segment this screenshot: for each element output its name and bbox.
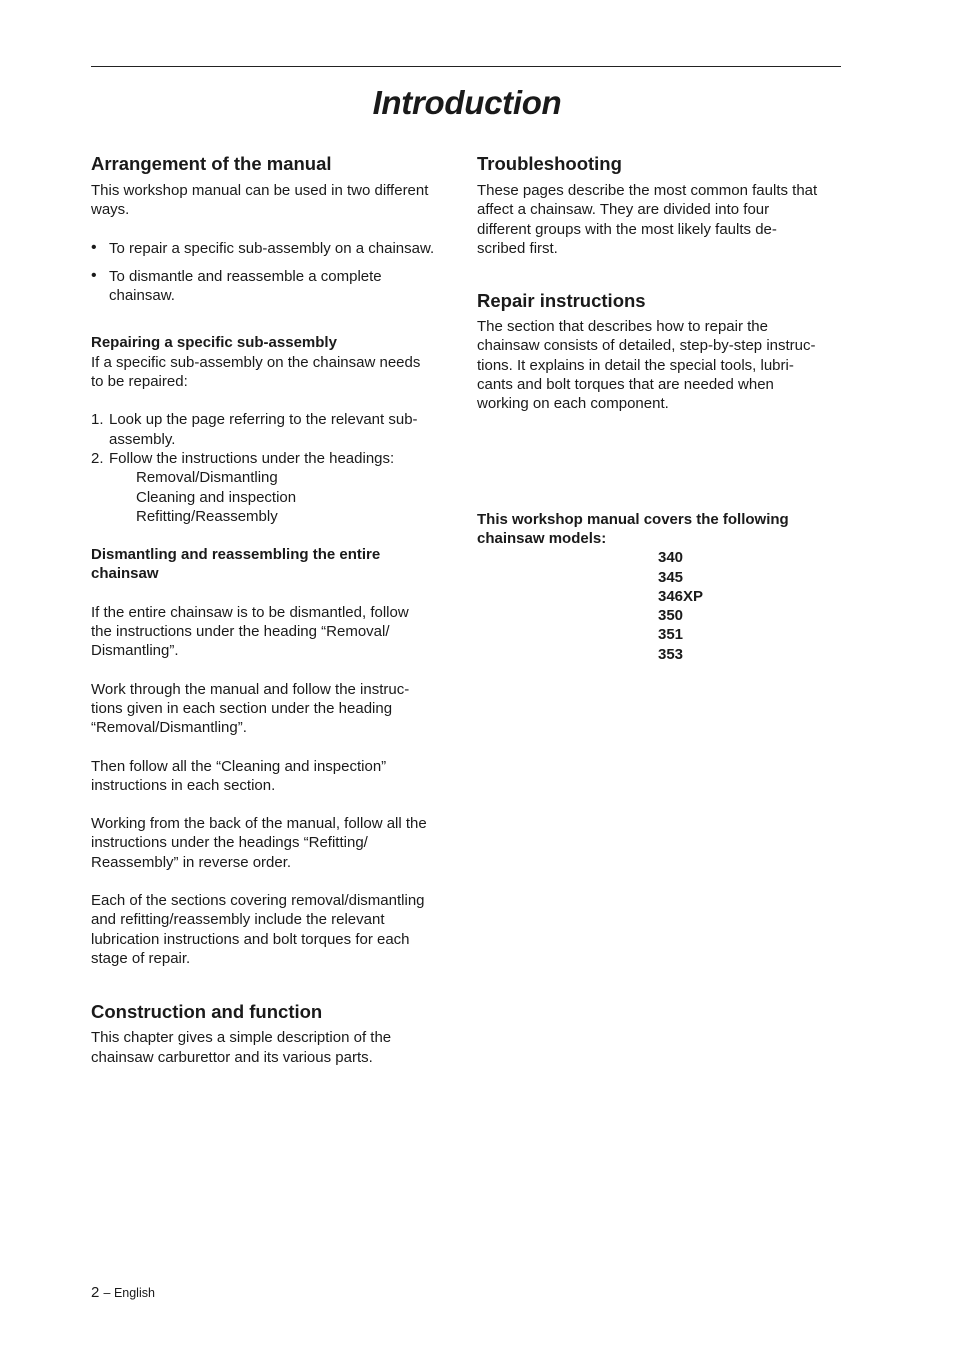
arrangement-intro-line: This workshop manual can be used in two different	[91, 182, 429, 199]
footer-language: – English	[103, 1286, 155, 1300]
paragraph-line: lubrication instructions and bolt torques for each	[91, 930, 410, 948]
paragraph-line: Work through the manual and follow the instruc-	[91, 680, 410, 698]
list-item: • To repair a specific sub-assembly on a chainsaw.	[91, 238, 435, 257]
paragraph-line: tions given in each section under the heading	[91, 699, 393, 717]
dismantling-subheading: Dismantling and reassembling the entire	[91, 546, 381, 564]
troubleshooting-text-line: scribed first.	[477, 239, 558, 257]
arrangement-heading: Arrangement of the manual	[91, 153, 332, 174]
list-item: • To dismantle and reassemble a complete chainsaw.	[91, 266, 382, 305]
left-column	[91, 150, 457, 1067]
arrangement-intro-line: ways.	[91, 201, 130, 219]
repairing-intro-line: If a specific sub-assembly on the chainsaw needs	[91, 353, 421, 371]
page-title: Introduction	[372, 84, 562, 121]
model-item: 340	[658, 549, 684, 567]
paragraph-line: Then follow all the “Cleaning and inspection”	[91, 757, 387, 775]
repair-text-line: cants and bolt torques that are needed when	[477, 376, 774, 394]
model-item: 350	[658, 607, 684, 625]
paragraph-line: stage of repair.	[91, 949, 191, 967]
troubleshooting-text-line: These pages describe the most common faults that	[477, 182, 818, 199]
paragraph-line: If the entire chainsaw is to be dismantled, follow	[91, 603, 409, 621]
construction-heading: Construction and function	[91, 1001, 323, 1023]
repair-text-line: tions. It explains in detail the special tools, lubri-	[477, 356, 794, 374]
repair-text-line: working on each component.	[477, 395, 669, 413]
paragraph-line: Working from the back of the manual, follow all the	[91, 815, 427, 833]
right-column	[477, 150, 845, 664]
top-rule	[91, 66, 841, 67]
model-item: 353	[658, 645, 684, 663]
paragraph-line: instructions in each section.	[91, 776, 276, 794]
repairing-subheading: Repairing a specific sub-assembly	[91, 334, 337, 352]
bullet-dot: •	[91, 238, 97, 256]
construction-text-line: This chapter gives a simple description of the	[91, 1029, 392, 1047]
heading-name: Removal/Dismantling	[136, 469, 278, 487]
paragraph-line: “Removal/Dismantling”.	[91, 719, 247, 737]
repairing-intro-line: to be repaired:	[91, 373, 188, 391]
paragraph-line: and refitting/reassembly include the relevant	[91, 911, 385, 929]
page-number: 2	[91, 1284, 100, 1301]
troubleshooting-heading: Troubleshooting	[477, 153, 622, 174]
repair-text-line: The section that describes how to repair the	[477, 318, 768, 336]
repair-text-line: chainsaw consists of detailed, step-by-step instruc-	[477, 337, 816, 355]
model-item: 346XP	[658, 587, 704, 605]
construction-text-line: chainsaw carburettor and its various parts.	[91, 1048, 373, 1066]
troubleshooting-text-line: affect a chainsaw. They are divided into four	[477, 201, 770, 219]
step-item: 1. Look up the page referring to the relevant sub- assembly.	[91, 411, 418, 448]
paragraph-line: the instructions under the heading “Removal/	[91, 623, 390, 641]
paragraph-line: Dismantling”.	[91, 642, 179, 660]
step-item: 2. Follow the instructions under the headings:	[91, 449, 395, 467]
bullet-dot: •	[91, 266, 97, 284]
repair-heading: Repair instructions	[477, 290, 646, 312]
paragraph-line: Reassembly” in reverse order.	[91, 853, 292, 871]
paragraph-line: Each of the sections covering removal/dismantling	[91, 892, 425, 910]
models-intro: This workshop manual covers the following	[477, 510, 789, 528]
model-item: 351	[658, 626, 684, 644]
paragraph-line: instructions under the headings “Refitting/	[91, 834, 368, 852]
troubleshooting-text-line: different groups with the most likely faults de-	[477, 220, 777, 238]
page-footer	[91, 1284, 155, 1301]
dismantling-subheading: chainsaw	[91, 565, 159, 583]
heading-name: Cleaning and inspection	[136, 488, 297, 506]
models-intro: chainsaw models:	[477, 529, 607, 547]
heading-name: Refitting/Reassembly	[136, 507, 278, 525]
model-item: 345	[658, 568, 684, 586]
